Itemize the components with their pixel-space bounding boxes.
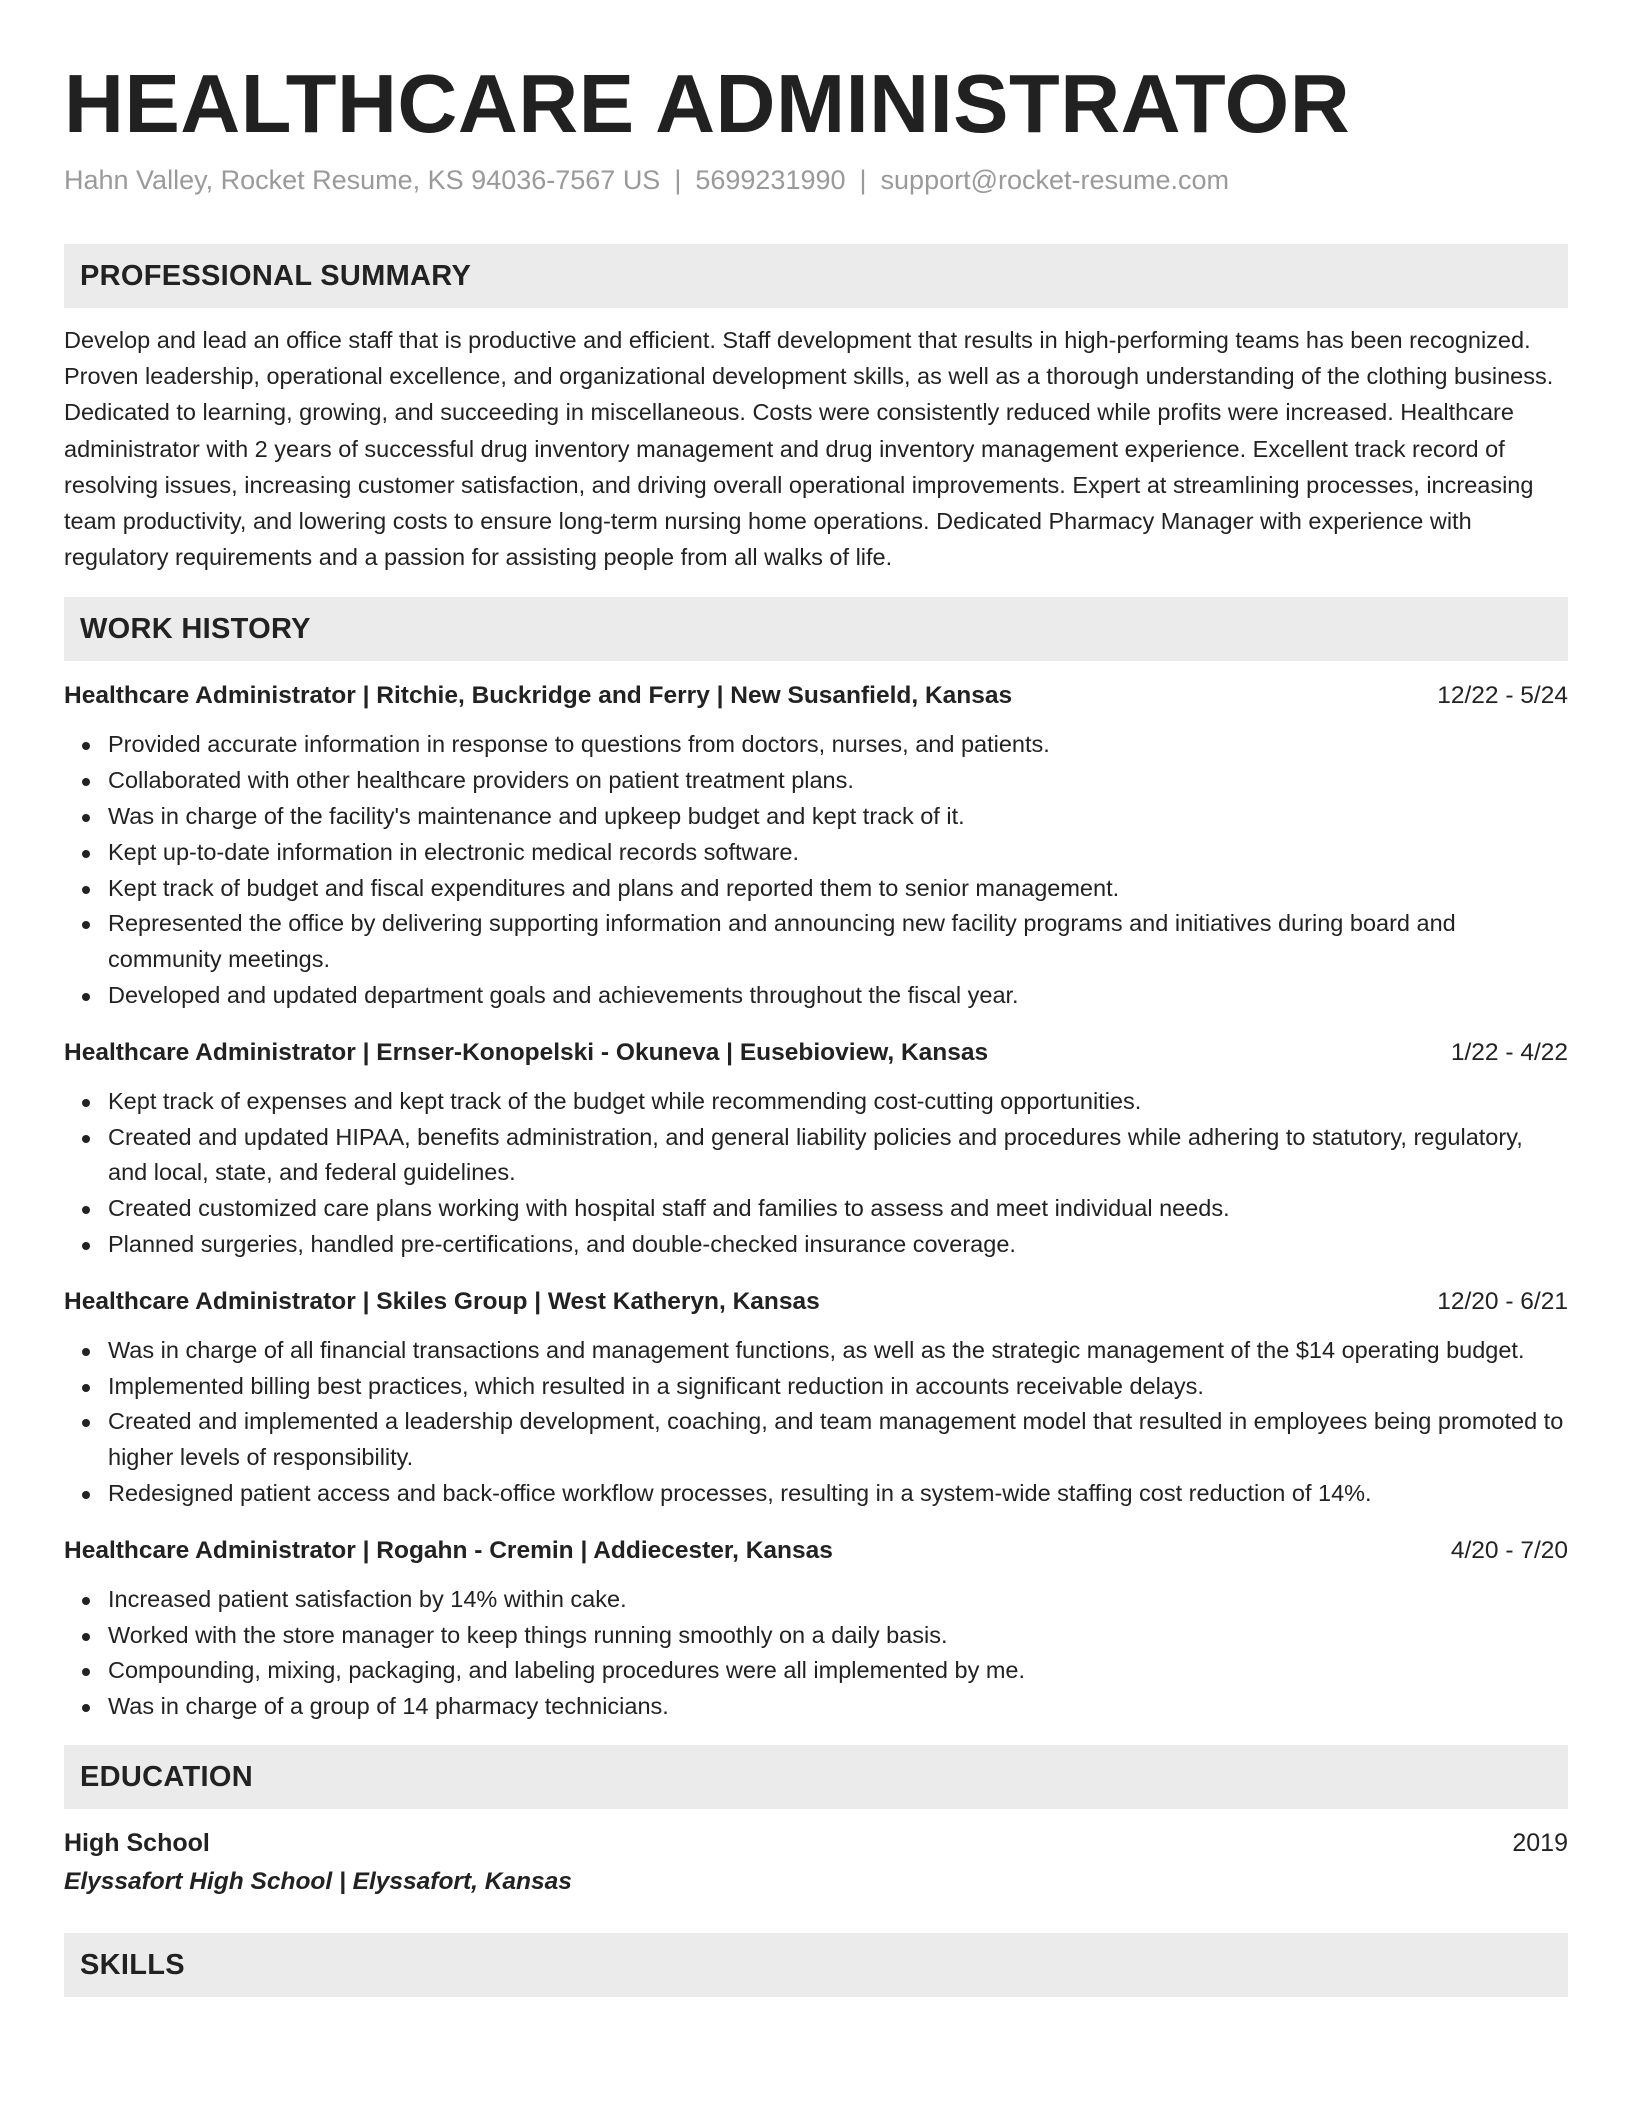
job-bullet: Kept track of budget and fiscal expenditures and plans and reported them to senior management.: [64, 871, 1568, 907]
job-bullet: Kept up-to-date information in electronic medical records software.: [64, 835, 1568, 871]
education-entry: [64, 1825, 1568, 1861]
job-title: Healthcare Administrator | Skiles Group | West Katheryn, Kansas: [64, 1287, 820, 1315]
job-bullet: Worked with the store manager to keep things running smoothly on a daily basis.: [64, 1618, 1568, 1654]
contact-email: support@rocket-resume.com: [880, 165, 1230, 195]
job-bullet: Was in charge of the facility's maintenance and upkeep budget and kept track of it.: [64, 799, 1568, 835]
job-bullets: [64, 727, 1568, 1013]
job-bullets: [64, 1333, 1568, 1512]
job-header: [64, 1534, 1568, 1568]
section-header-work-history: WORK HISTORY: [64, 597, 1568, 661]
job-entry: [64, 1534, 1568, 1725]
education-degree: High School: [64, 1828, 210, 1857]
contact-phone: 5699231990: [695, 165, 846, 195]
job-bullet: Created and implemented a leadership development, coaching, and team management model that resulted in employees being promoted to higher levels of responsibility.: [64, 1404, 1568, 1476]
job-title: Healthcare Administrator | Rogahn - Cremin | Addiecester, Kansas: [64, 1536, 833, 1564]
job-bullet: Kept track of expenses and kept track of the budget while recommending cost-cutting opportunities.: [64, 1084, 1568, 1120]
job-bullet: Collaborated with other healthcare providers on patient treatment plans.: [64, 763, 1568, 799]
contact-address: Hahn Valley, Rocket Resume, KS 94036-7567 US: [64, 165, 661, 195]
job-bullet: Implemented billing best practices, which resulted in a significant reduction in accounts receivable delays.: [64, 1369, 1568, 1405]
contact-line: [64, 162, 1568, 198]
job-entry: [64, 679, 1568, 1013]
job-bullet: Planned surgeries, handled pre-certifications, and double-checked insurance coverage.: [64, 1227, 1568, 1263]
job-bullet: Was in charge of a group of 14 pharmacy technicians.: [64, 1689, 1568, 1725]
section-header-skills: SKILLS: [64, 1933, 1568, 1997]
job-bullet: Increased patient satisfaction by 14% within cake.: [64, 1582, 1568, 1618]
summary-text: Develop and lead an office staff that is productive and efficient. Staff development that results in high-performing teams has been recognized. Proven leadership, operational excellence, and organizational development skills, as well as a thorough understanding of the clothing business. Dedicated to learning, growing, and succeeding in miscellaneous. Costs were consistently reduced while profits were increased. Healthcare administrator with 2 years of successful drug inventory management and drug inventory management experience. Excellent track record of resolving issues, increasing customer satisfaction, and driving overall operational improvements. Expert at streamlining processes, increasing team productivity, and lowering costs to ensure long-term nursing home operations. Dedicated Pharmacy Manager with experience with regulatory requirements and a passion for assisting people from all walks of life.: [64, 327, 1554, 571]
job-header: [64, 1285, 1568, 1319]
job-bullet: Was in charge of all financial transactions and management functions, as well as the strategic management of the $14 operating budget.: [64, 1333, 1568, 1369]
job-bullet: Provided accurate information in response to questions from doctors, nurses, and patients.: [64, 727, 1568, 763]
section-header-summary: PROFESSIONAL SUMMARY: [64, 244, 1568, 308]
job-entry: [64, 1285, 1568, 1512]
education-school: Elyssafort High School | Elyssafort, Kansas: [64, 1867, 572, 1895]
job-bullet: Redesigned patient access and back-office workflow processes, resulting in a system-wide staffing cost reduction of 14%.: [64, 1476, 1568, 1512]
job-bullet: Developed and updated department goals and achievements throughout the fiscal year.: [64, 978, 1568, 1014]
job-dates: 1/22 - 4/22: [1450, 1038, 1568, 1066]
resume-name: HEALTHCARE ADMINISTRATOR: [64, 57, 1351, 150]
job-bullet: Created customized care plans working with hospital staff and families to assess and meet individual needs.: [64, 1191, 1568, 1227]
job-bullet: Compounding, mixing, packaging, and labeling procedures were all implemented by me.: [64, 1653, 1568, 1689]
education-year: 2019: [1512, 1828, 1568, 1857]
job-header: [64, 1036, 1568, 1070]
contact-separator: |: [859, 165, 867, 195]
contact-separator: |: [674, 165, 682, 195]
job-bullets: [64, 1582, 1568, 1725]
job-entry: [64, 1036, 1568, 1263]
job-dates: 12/22 - 5/24: [1437, 682, 1568, 710]
job-bullet: Created and updated HIPAA, benefits administration, and general liability policies and procedures while adhering to statutory, regulatory, and local, state, and federal guidelines.: [64, 1120, 1568, 1192]
section-header-education: EDUCATION: [64, 1745, 1568, 1809]
job-dates: 12/20 - 6/21: [1437, 1287, 1568, 1315]
job-title: Healthcare Administrator | Ritchie, Buckridge and Ferry | New Susanfield, Kansas: [64, 682, 1013, 710]
job-header: [64, 679, 1568, 713]
job-bullet: Represented the office by delivering supporting information and announcing new facility programs and initiatives during board and community meetings.: [64, 906, 1568, 978]
job-title: Healthcare Administrator | Ernser-Konopelski - Okuneva | Eusebioview, Kansas: [64, 1038, 989, 1066]
job-dates: 4/20 - 7/20: [1450, 1536, 1568, 1564]
job-bullets: [64, 1084, 1568, 1263]
